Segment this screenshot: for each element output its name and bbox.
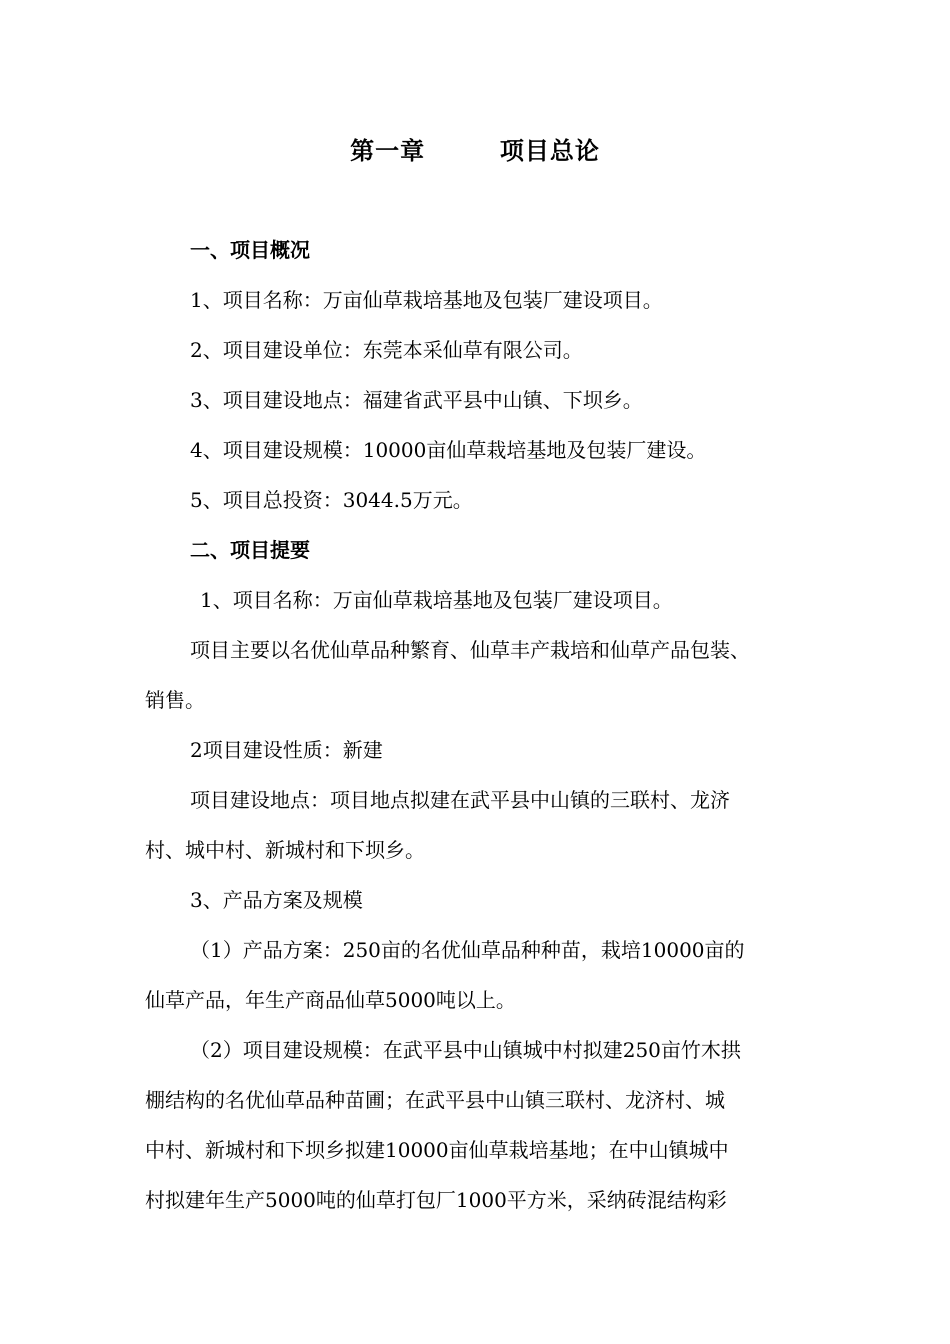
chapter-title: 第一章 项目总论: [350, 136, 600, 165]
section-heading-overview: 一、项目概况: [190, 238, 310, 262]
summary-line: 项目主要以名优仙草品种繁育、仙草丰产栽培和仙草产品包装、: [190, 638, 750, 662]
summary-line: （1）产品方案：250亩的名优仙草品种种苗，栽培10000亩的: [190, 938, 745, 962]
summary-line: 村、城中村、新城村和下坝乡。: [145, 838, 425, 862]
overview-item-unit: 2、项目建设单位：东莞本采仙草有限公司。: [190, 338, 583, 362]
summary-line: （2）项目建设规模：在武平县中山镇城中村拟建250亩竹木拱: [190, 1038, 741, 1062]
overview-item-investment: 5、项目总投资：3044.5万元。: [190, 488, 473, 512]
overview-item-name: 1、项目名称：万亩仙草栽培基地及包装厂建设项目。: [190, 288, 663, 312]
summary-line: 1、项目名称：万亩仙草栽培基地及包装厂建设项目。: [200, 588, 673, 612]
summary-line: 销售。: [145, 688, 205, 712]
overview-item-scale: 4、项目建设规模：10000亩仙草栽培基地及包装厂建设。: [190, 438, 707, 462]
summary-line: 项目建设地点：项目地点拟建在武平县中山镇的三联村、龙济: [190, 788, 730, 812]
summary-line: 3、产品方案及规模: [190, 888, 363, 912]
overview-item-location: 3、项目建设地点：福建省武平县中山镇、下坝乡。: [190, 388, 643, 412]
summary-line: 仙草产品，年生产商品仙草5000吨以上。: [145, 988, 516, 1012]
summary-line: 村拟建年生产5000吨的仙草打包厂1000平方米，采纳砖混结构彩: [145, 1188, 727, 1212]
summary-line: 中村、新城村和下坝乡拟建10000亩仙草栽培基地；在中山镇城中: [145, 1138, 729, 1162]
summary-line: 棚结构的名优仙草品种苗圃；在武平县中山镇三联村、龙济村、城: [145, 1088, 725, 1112]
summary-line: 2项目建设性质：新建: [190, 738, 383, 762]
section-heading-summary: 二、项目提要: [190, 538, 310, 562]
